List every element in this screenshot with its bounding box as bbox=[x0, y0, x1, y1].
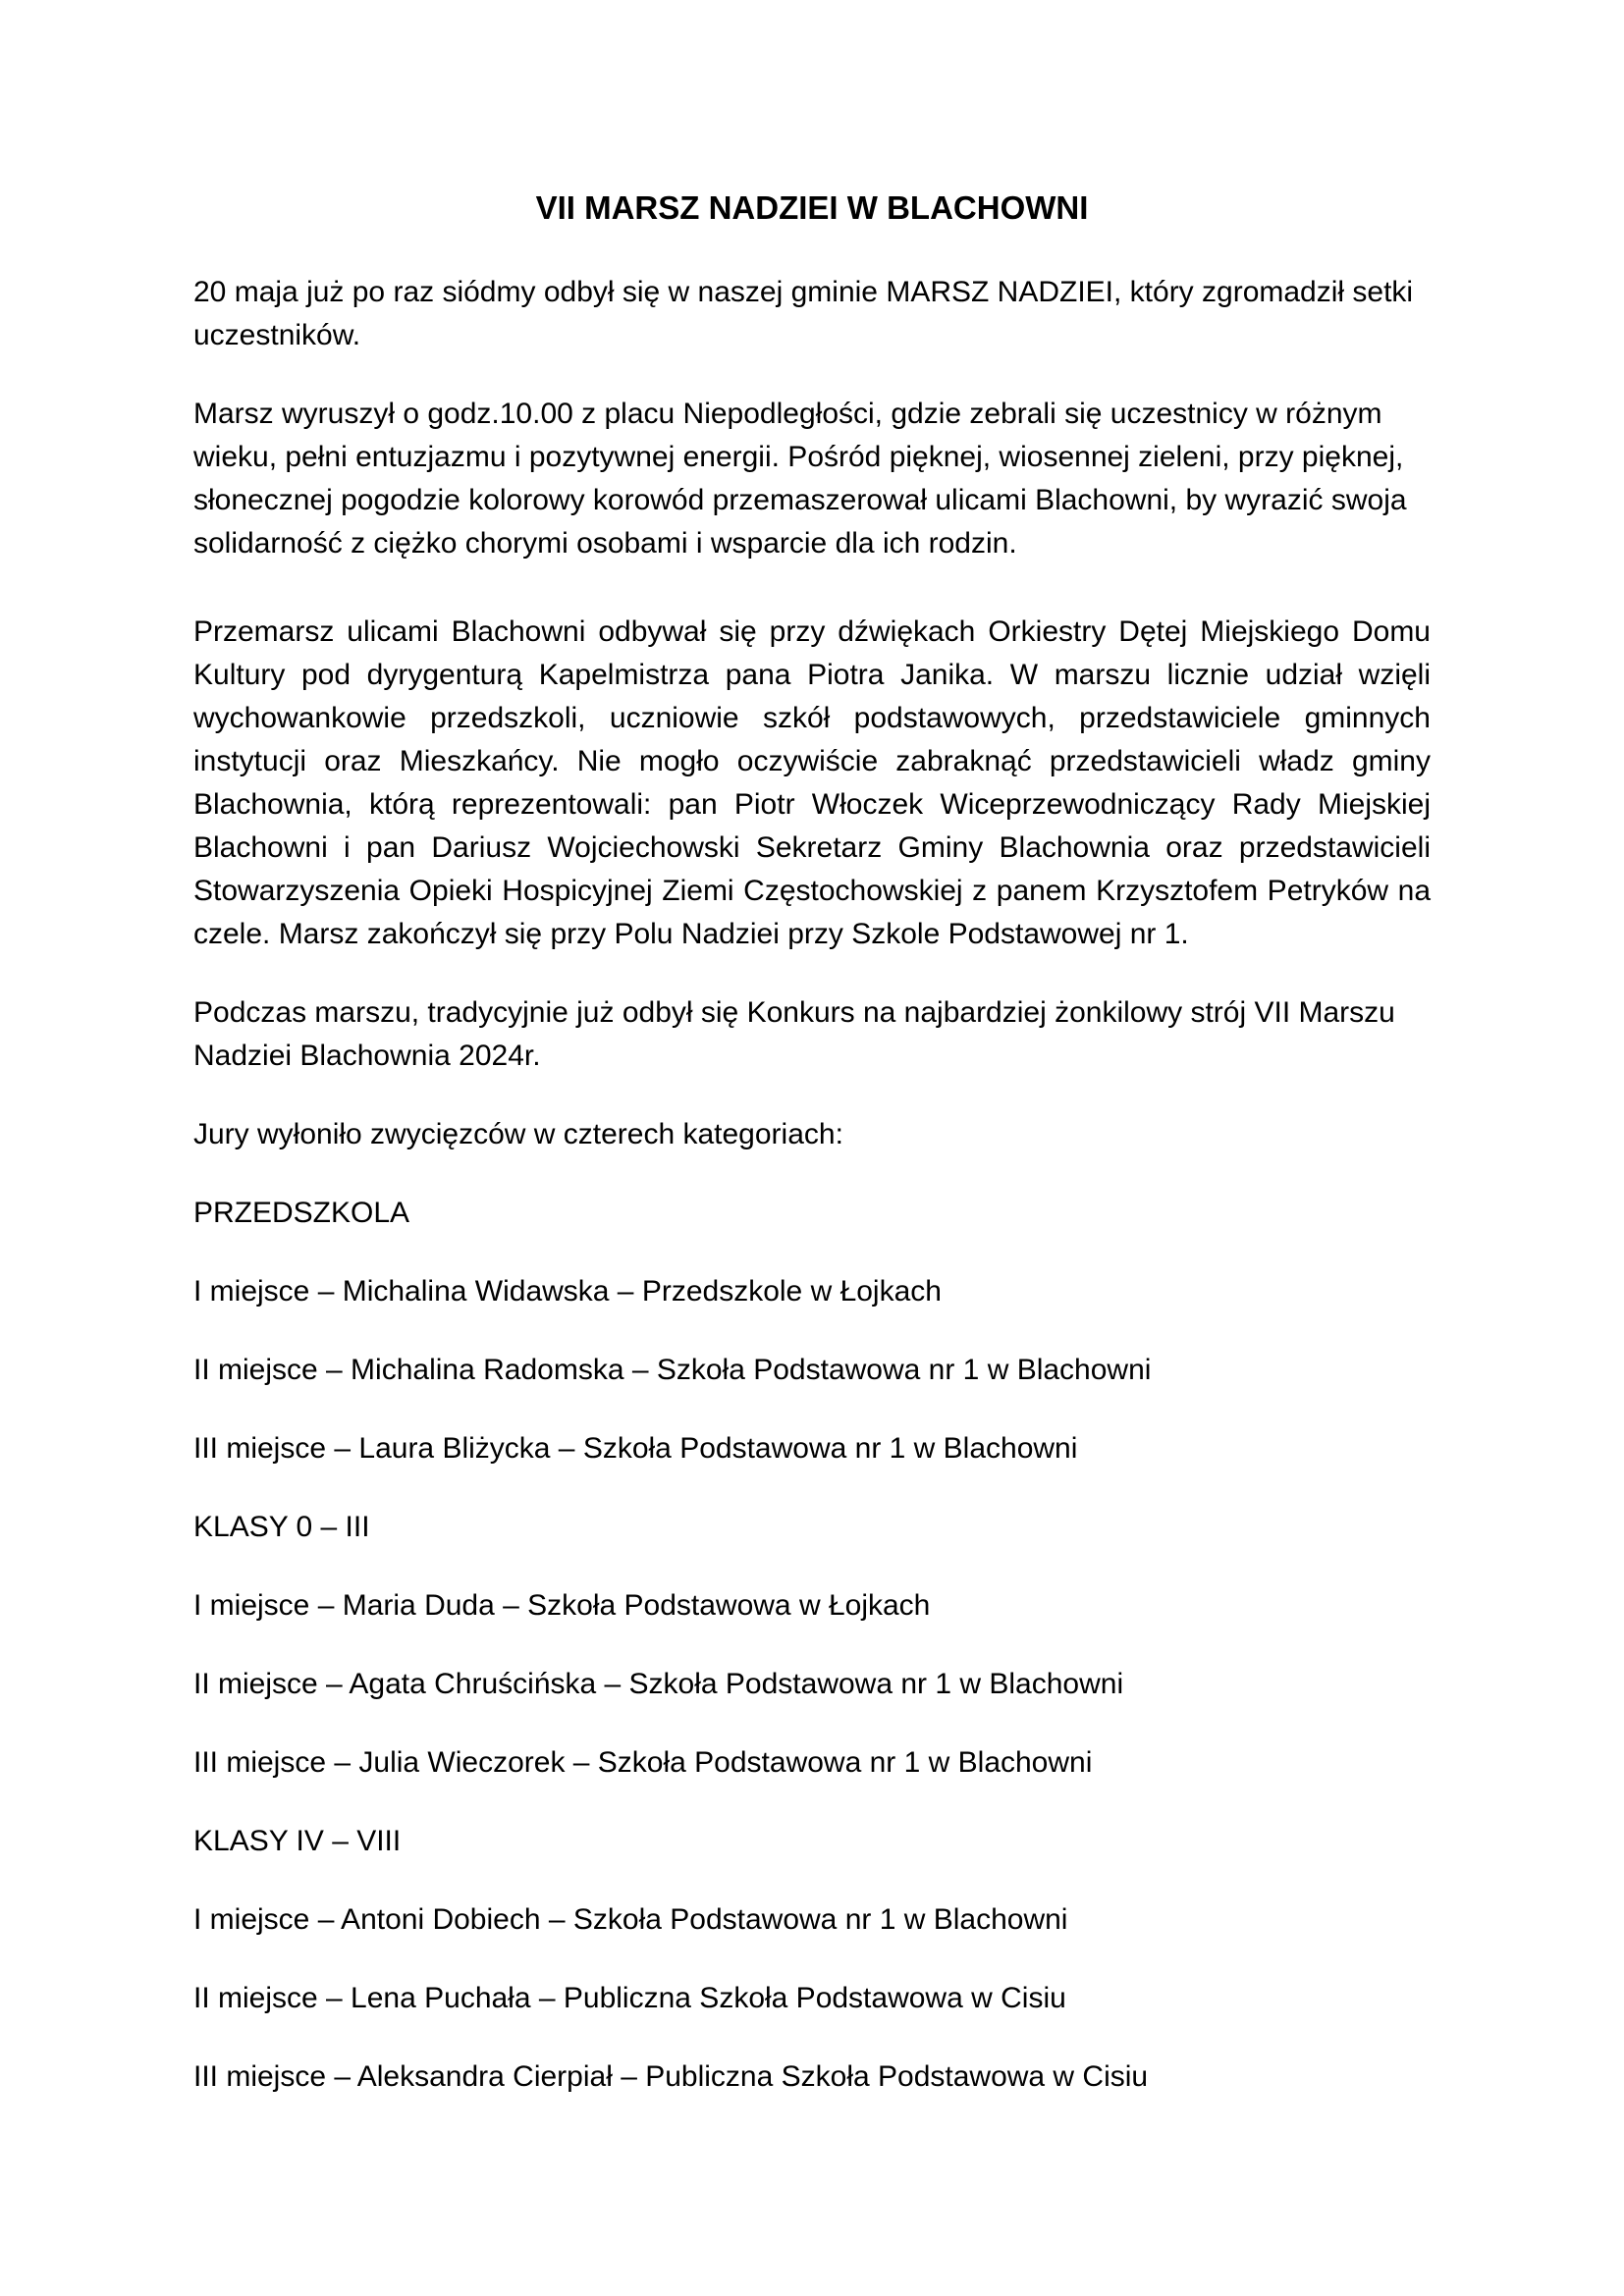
category-grades-4-8-heading: KLASY IV – VIII bbox=[193, 1825, 402, 1857]
grades-0-3-place-3: III miejsce – Julia Wieczorek – Szkoła Podstawowa nr 1 w Blachowni bbox=[193, 1746, 1093, 1779]
preschool-place-3: III miejsce – Laura Bliżycka – Szkoła Podstawowa nr 1 w Blachowni bbox=[193, 1432, 1078, 1465]
intro-paragraph: 20 maja już po raz siódmy odbył się w naszej gminie MARSZ NADZIEI, który zgromadził setki uczestników. bbox=[193, 276, 1414, 351]
contest-paragraph: Podczas marszu, tradycyjnie już odbył się Konkurs na najbardziej żonkilowy strój VII Marszu Nadziei Blachownia 2024r. bbox=[193, 996, 1395, 1072]
category-preschool-heading: PRZEDSZKOLA bbox=[193, 1197, 410, 1229]
document-title: VII MARSZ NADZIEI W BLACHOWNI bbox=[535, 189, 1089, 226]
category-grades-0-3-heading: KLASY 0 – III bbox=[193, 1511, 370, 1543]
grades-4-8-place-3: III miejsce – Aleksandra Cierpiał – Publiczna Szkoła Podstawowa w Cisiu bbox=[193, 2060, 1149, 2093]
preschool-place-1: I miejsce – Michalina Widawska – Przedszkole w Łojkach bbox=[193, 1275, 942, 1308]
parade-paragraph: Przemarsz ulicami Blachowni odbywał się przy dźwiękach Orkiestry Dętej Miejskiego Domu Kultury pod dyrygenturą Kapelmistrza pana Piotra Janika. W marszu licznie udział wzięli wychowankowie przedszkoli, uczniowie szkół podstawowych, przedstawiciele gminnych instytucji oraz Mieszkańcy. Nie mogło oczywiście zabraknąć przedstawicieli władz gminy Blachownia, którą reprezentowali: pan Piotr Włoczek Wiceprzewodniczący Rady Miejskiej Blachowni i pan Dariusz Wojciechowski Sekretarz Gminy Blachownia oraz przedstawicieli Stowarzyszenia Opieki Hospicyjnej Ziemi Częstochowskiej z panem Krzysztofem Petryków na czele. Marsz zakończył się przy Polu Nadziei przy Szkole Podstawowej nr 1. bbox=[193, 615, 1431, 950]
grades-0-3-place-1: I miejsce – Maria Duda – Szkoła Podstawowa w Łojkach bbox=[193, 1589, 931, 1622]
march-start-paragraph: Marsz wyruszył o godz.10.00 z placu Niepodległości, gdzie zebrali się uczestnicy w różnym wieku, pełni entuzjazmu i pozytywnej energii. Pośród pięknej, wiosennej zieleni, przy pięknej, słonecznej pogodzie kolorowy korowód przemaszerował ulicami Blachowni, by wyrazić swoja solidarność z ciężko chorymi osobami i wsparcie dla ich rodzin. bbox=[193, 398, 1407, 560]
preschool-place-2: II miejsce – Michalina Radomska – Szkoła Podstawowa nr 1 w Blachowni bbox=[193, 1354, 1152, 1386]
document-body bbox=[193, 271, 1431, 2099]
grades-4-8-place-2: II miejsce – Lena Puchała – Publiczna Szkoła Podstawowa w Cisiu bbox=[193, 1982, 1066, 2014]
grades-4-8-place-1: I miejsce – Antoni Dobiech – Szkoła Podstawowa nr 1 w Blachowni bbox=[193, 1903, 1068, 1936]
grades-0-3-place-2: II miejsce – Agata Chruścińska – Szkoła Podstawowa nr 1 w Blachowni bbox=[193, 1668, 1124, 1700]
jury-paragraph: Jury wyłoniło zwycięzców w czterech kategoriach: bbox=[193, 1118, 843, 1150]
